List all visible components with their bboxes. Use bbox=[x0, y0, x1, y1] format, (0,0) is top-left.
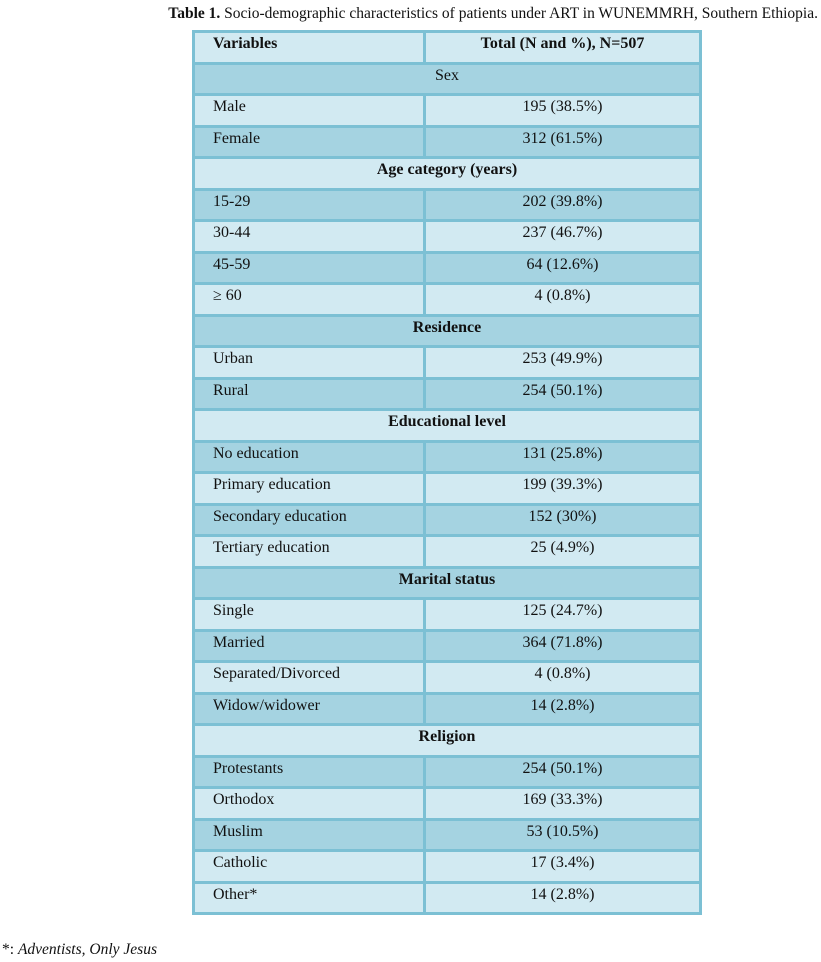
variable-label: Tertiary education bbox=[194, 536, 425, 568]
variable-label: No education bbox=[194, 441, 425, 473]
total-value: 169 (33.3%) bbox=[425, 788, 701, 820]
total-value: 125 (24.7%) bbox=[425, 599, 701, 631]
variable-label: Catholic bbox=[194, 851, 425, 883]
total-value: 14 (2.8%) bbox=[425, 693, 701, 725]
total-value: 195 (38.5%) bbox=[425, 95, 701, 127]
demographics-table bbox=[192, 30, 702, 915]
table-header-row bbox=[194, 32, 701, 64]
section-label: Marital status bbox=[194, 567, 701, 599]
total-value: 131 (25.8%) bbox=[425, 441, 701, 473]
table-caption bbox=[0, 5, 818, 23]
total-value: 17 (3.4%) bbox=[425, 851, 701, 883]
variable-label: Muslim bbox=[194, 819, 425, 851]
section-row bbox=[194, 158, 701, 190]
table-row bbox=[194, 851, 701, 883]
total-value: 312 (61.5%) bbox=[425, 126, 701, 158]
table-caption-text: Socio-demographic characteristics of patients under ART in WUNEMMRH, Southern Ethiopia. bbox=[220, 5, 818, 22]
table-row bbox=[194, 882, 701, 914]
total-value: 4 (0.8%) bbox=[425, 284, 701, 316]
total-value: 254 (50.1%) bbox=[425, 378, 701, 410]
total-value: 53 (10.5%) bbox=[425, 819, 701, 851]
table-row bbox=[194, 252, 701, 284]
variable-label: Primary education bbox=[194, 473, 425, 505]
section-row bbox=[194, 63, 701, 95]
section-label: Age category (years) bbox=[194, 158, 701, 190]
variable-label: 15-29 bbox=[194, 189, 425, 221]
total-value: 253 (49.9%) bbox=[425, 347, 701, 379]
section-row bbox=[194, 410, 701, 442]
variable-label: 45-59 bbox=[194, 252, 425, 284]
total-value: 25 (4.9%) bbox=[425, 536, 701, 568]
total-value: 64 (12.6%) bbox=[425, 252, 701, 284]
table-row bbox=[194, 819, 701, 851]
table-row bbox=[194, 95, 701, 127]
total-value: 4 (0.8%) bbox=[425, 662, 701, 694]
variable-label: Female bbox=[194, 126, 425, 158]
table-row bbox=[194, 599, 701, 631]
table-row bbox=[194, 126, 701, 158]
total-value: 152 (30%) bbox=[425, 504, 701, 536]
table-row bbox=[194, 347, 701, 379]
variable-label: Orthodox bbox=[194, 788, 425, 820]
table-row bbox=[194, 221, 701, 253]
variable-label: Male bbox=[194, 95, 425, 127]
variable-label: Separated/Divorced bbox=[194, 662, 425, 694]
total-value: 364 (71.8%) bbox=[425, 630, 701, 662]
table-row bbox=[194, 788, 701, 820]
table-row bbox=[194, 441, 701, 473]
table-row bbox=[194, 378, 701, 410]
section-label: Religion bbox=[194, 725, 701, 757]
section-label: Residence bbox=[194, 315, 701, 347]
section-row bbox=[194, 315, 701, 347]
variable-label: 30-44 bbox=[194, 221, 425, 253]
variable-label: Single bbox=[194, 599, 425, 631]
variable-label: Widow/widower bbox=[194, 693, 425, 725]
table-row bbox=[194, 756, 701, 788]
variable-label: Urban bbox=[194, 347, 425, 379]
total-value: 199 (39.3%) bbox=[425, 473, 701, 505]
section-label: Sex bbox=[194, 63, 701, 95]
section-row bbox=[194, 567, 701, 599]
header-total: Total (N and %), N=507 bbox=[425, 32, 701, 64]
variable-label: Secondary education bbox=[194, 504, 425, 536]
section-row bbox=[194, 725, 701, 757]
footnote bbox=[2, 941, 157, 959]
variable-label: Married bbox=[194, 630, 425, 662]
header-variables: Variables bbox=[194, 32, 425, 64]
variable-label: Other* bbox=[194, 882, 425, 914]
table-row bbox=[194, 536, 701, 568]
variable-label: Rural bbox=[194, 378, 425, 410]
table-row bbox=[194, 189, 701, 221]
variable-label: ≥ 60 bbox=[194, 284, 425, 316]
total-value: 14 (2.8%) bbox=[425, 882, 701, 914]
table-row bbox=[194, 630, 701, 662]
table-row bbox=[194, 284, 701, 316]
variable-label: Protestants bbox=[194, 756, 425, 788]
table-row bbox=[194, 504, 701, 536]
footnote-text: Adventists, Only Jesus bbox=[17, 941, 157, 958]
table-row bbox=[194, 662, 701, 694]
total-value: 254 (50.1%) bbox=[425, 756, 701, 788]
total-value: 202 (39.8%) bbox=[425, 189, 701, 221]
total-value: 237 (46.7%) bbox=[425, 221, 701, 253]
table-row bbox=[194, 693, 701, 725]
table-row bbox=[194, 473, 701, 505]
section-label: Educational level bbox=[194, 410, 701, 442]
table-label: Table 1. bbox=[168, 5, 221, 22]
footnote-marker: *: bbox=[2, 941, 18, 958]
